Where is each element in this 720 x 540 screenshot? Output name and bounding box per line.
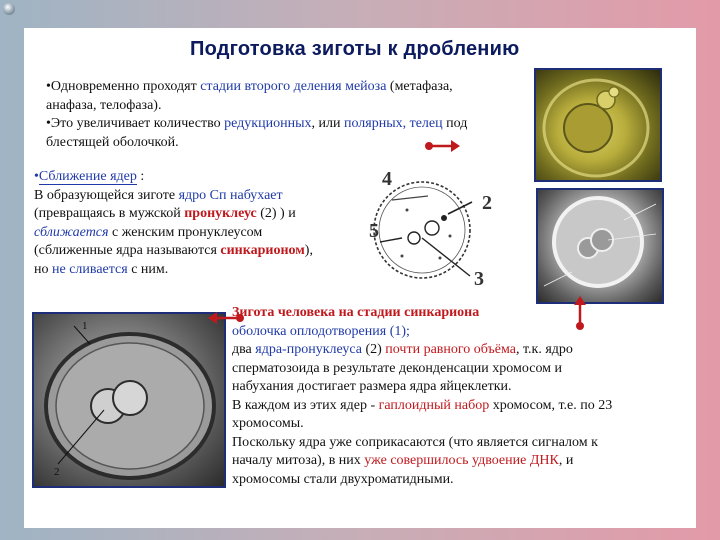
pronuclei-photo (536, 188, 664, 304)
arrow-right-icon (424, 136, 462, 158)
diagram-label-2: 2 (482, 192, 492, 214)
slide (24, 28, 696, 528)
diagram-label-5: 5 (369, 220, 379, 242)
diagram-label-4: 4 (382, 168, 392, 190)
text-block-nuclei: •Сближение ядер : В образующейся зиготе ядро Сп набухает (превращаясь в мужской пронуклеус (2) ) и сближается с женским пронуклеусом (сближенные ядра называются синкарионом), но не сливается с ним. (34, 169, 313, 277)
photo-label-2: 2 (54, 466, 60, 478)
photo-label-1: 1 (82, 320, 88, 332)
text-block-syncarion: Зигота человека на стадии синкариона оболочка оплодотворения (1); два ядра-пронуклеуса (2) почти равного объёма, т.к. ядро сперматозоида в результате деконденсации хромосом и набухания достигает размера ядра яйцеклетки. В каждом из этих ядер - гаплоидный набор хромосом, т.е. по 23 хромосомы. Поскольку ядра уже соприкасаются (что является сигналом к началу митоза), в них уже совершилось удвоение ДНК, и хромосомы стали двухроматидными. (232, 305, 613, 487)
corner-bullet-icon (3, 3, 15, 15)
page-title: Подготовка зиготы к дроблению (190, 38, 520, 60)
syncarion-photo (32, 312, 226, 488)
oocyte-photo (534, 68, 662, 182)
diagram-label-3: 3 (474, 268, 484, 290)
text-block-meiosis: •Одновременно проходят стадии второго деления мейоза (метафаза, анафаза, телофаза). •Это увеличивает количество редукционных, или полярных, телец под блестящей оболочкой. (46, 79, 468, 150)
